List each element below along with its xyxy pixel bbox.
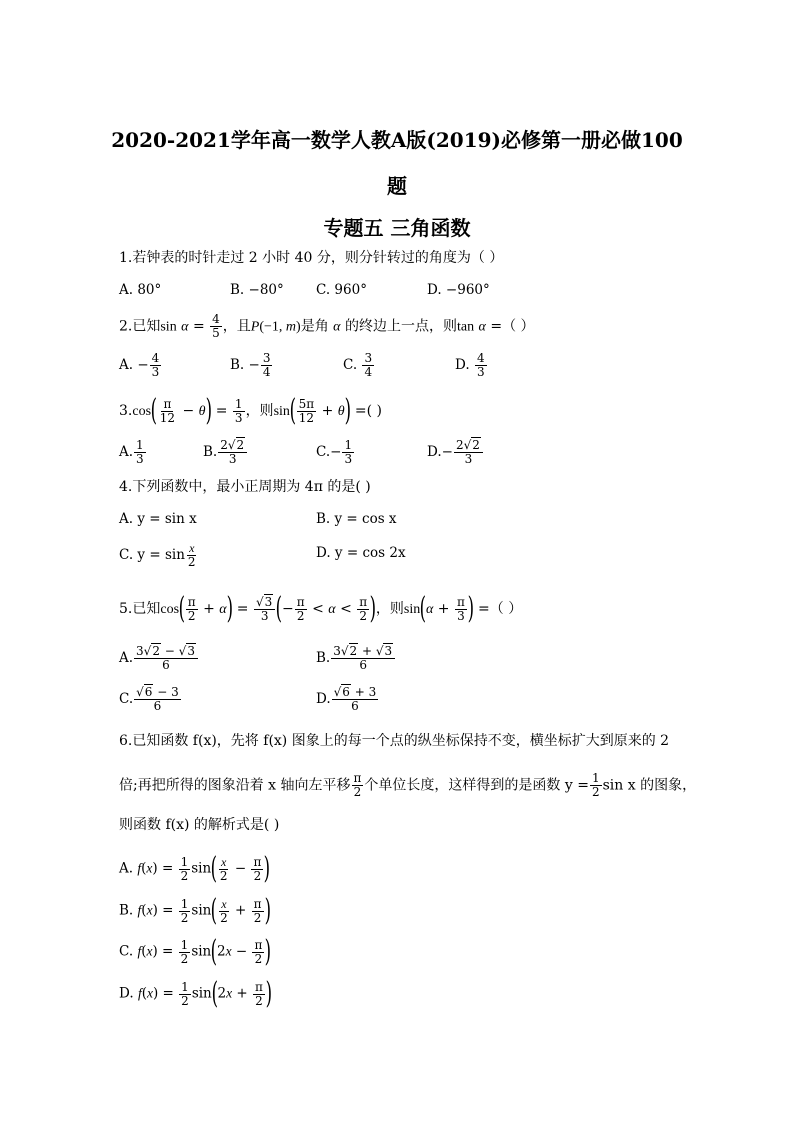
question-2-option-a: A. − $\frac{4}{3}$ (119, 351, 160, 379)
page-title-line-1: 2020-2021学年高一数学人教A版(2019)必修第一册必做100 (111, 128, 683, 152)
page-title-line-2: 题 (387, 174, 407, 198)
question-4-stem: 4.下列函数中，最小正周期为 4π 的是( ) (119, 479, 371, 495)
question-1-option-c: C. 960° (316, 282, 367, 298)
question-4-option-c: C. y = sin $\frac{x}{2}$ (119, 541, 196, 569)
question-3-option-b: B. $\frac{2√2}{3}$ (203, 439, 248, 466)
question-3-stem: 3.cos( $\frac{\pi}{12}$ − θ) = $\frac{1}{3}$ ，则sin( $\frac{5\pi}{12}$ + θ) =( ) (119, 393, 382, 428)
question-6-line-3: 则函数 f(x) 的解析式是( ) (119, 817, 280, 833)
question-6-option-a: A. f(x) = $\frac{1}{2}$ sin( $\frac{x}{2}$ − $\frac{\pi}{2}$ ) (119, 851, 271, 886)
question-1-stem: 1.若钟表的时针走过 2 小时 40 分，则分针转过的角度为（ ） (119, 250, 504, 266)
question-3-option-a: A. $\frac{1}{3}$ (119, 438, 144, 466)
question-2-option-b: B. − $\frac{3}{4}$ (230, 351, 271, 379)
question-4-option-a: A. y = sin x (119, 511, 197, 527)
question-5-option-c: C. $\frac{√6 - 3}{6}$ (119, 685, 179, 713)
question-6-option-b: B. f(x) = $\frac{1}{2}$ sin( $\frac{x}{2}$ + $\frac{\pi}{2}$ ) (119, 893, 271, 928)
section-subtitle: 专题五 三角函数 (323, 216, 471, 240)
question-6-line-2: 倍;再把所得的图象沿着 x 轴向左平移 $\frac{\pi}{2}$ 个单位长度，这样得到的是函数 y = $\frac{1}{2}$ sin x 的图象， (119, 771, 697, 799)
question-3-option-d: D.− $\frac{2√2}{3}$ (427, 439, 484, 466)
question-6-option-c: C. f(x) = $\frac{1}{2}$ sin(2x − $\frac{\pi}{2}$ ) (119, 934, 272, 969)
question-4-option-b: B. y = cos x (316, 511, 397, 527)
question-2-stem: 2.已知sin α = $\frac{4}{5}$ ，且P(−1, m)是角 α 的终边上一点，则tan α =（ ） (119, 312, 535, 340)
question-2-option-c: C. $\frac{3}{4}$ (343, 351, 373, 379)
question-1-option-d: D. −960° (427, 282, 490, 298)
question-1-option-b: B. −80° (230, 282, 284, 298)
question-3-option-c: C.− $\frac{1}{3}$ (316, 438, 353, 466)
question-2-option-d: D. $\frac{4}{3}$ (455, 351, 485, 379)
question-4-option-d: D. y = cos 2x (316, 545, 406, 561)
question-6-option-d: D. f(x) = $\frac{1}{2}$ sin(2x + $\frac{\pi}{2}$ ) (119, 976, 272, 1011)
question-5-option-d: D. $\frac{√6 + 3}{6}$ (316, 685, 377, 713)
question-5-stem: 5.已知cos( $\frac{\pi}{2}$ + α) = $\frac{√3}{3}$ (− $\frac{\pi}{2}$ < α < $\frac{\pi}{2}$ )，则sin(α + $\frac{\pi}{3}$ ) =（ ） (119, 591, 523, 626)
question-1-option-a: A. 80° (119, 282, 162, 298)
question-5-option-a: A. $\frac{3√2 - √3}{6}$ (119, 645, 199, 672)
question-6-line-1: 6.已知函数 f(x)，先将 f(x) 图象上的每一个点的纵坐标保持不变，横坐标扩大到原来的 2 (119, 733, 670, 749)
question-5-option-b: B. $\frac{3√2 + √3}{6}$ (316, 645, 396, 672)
